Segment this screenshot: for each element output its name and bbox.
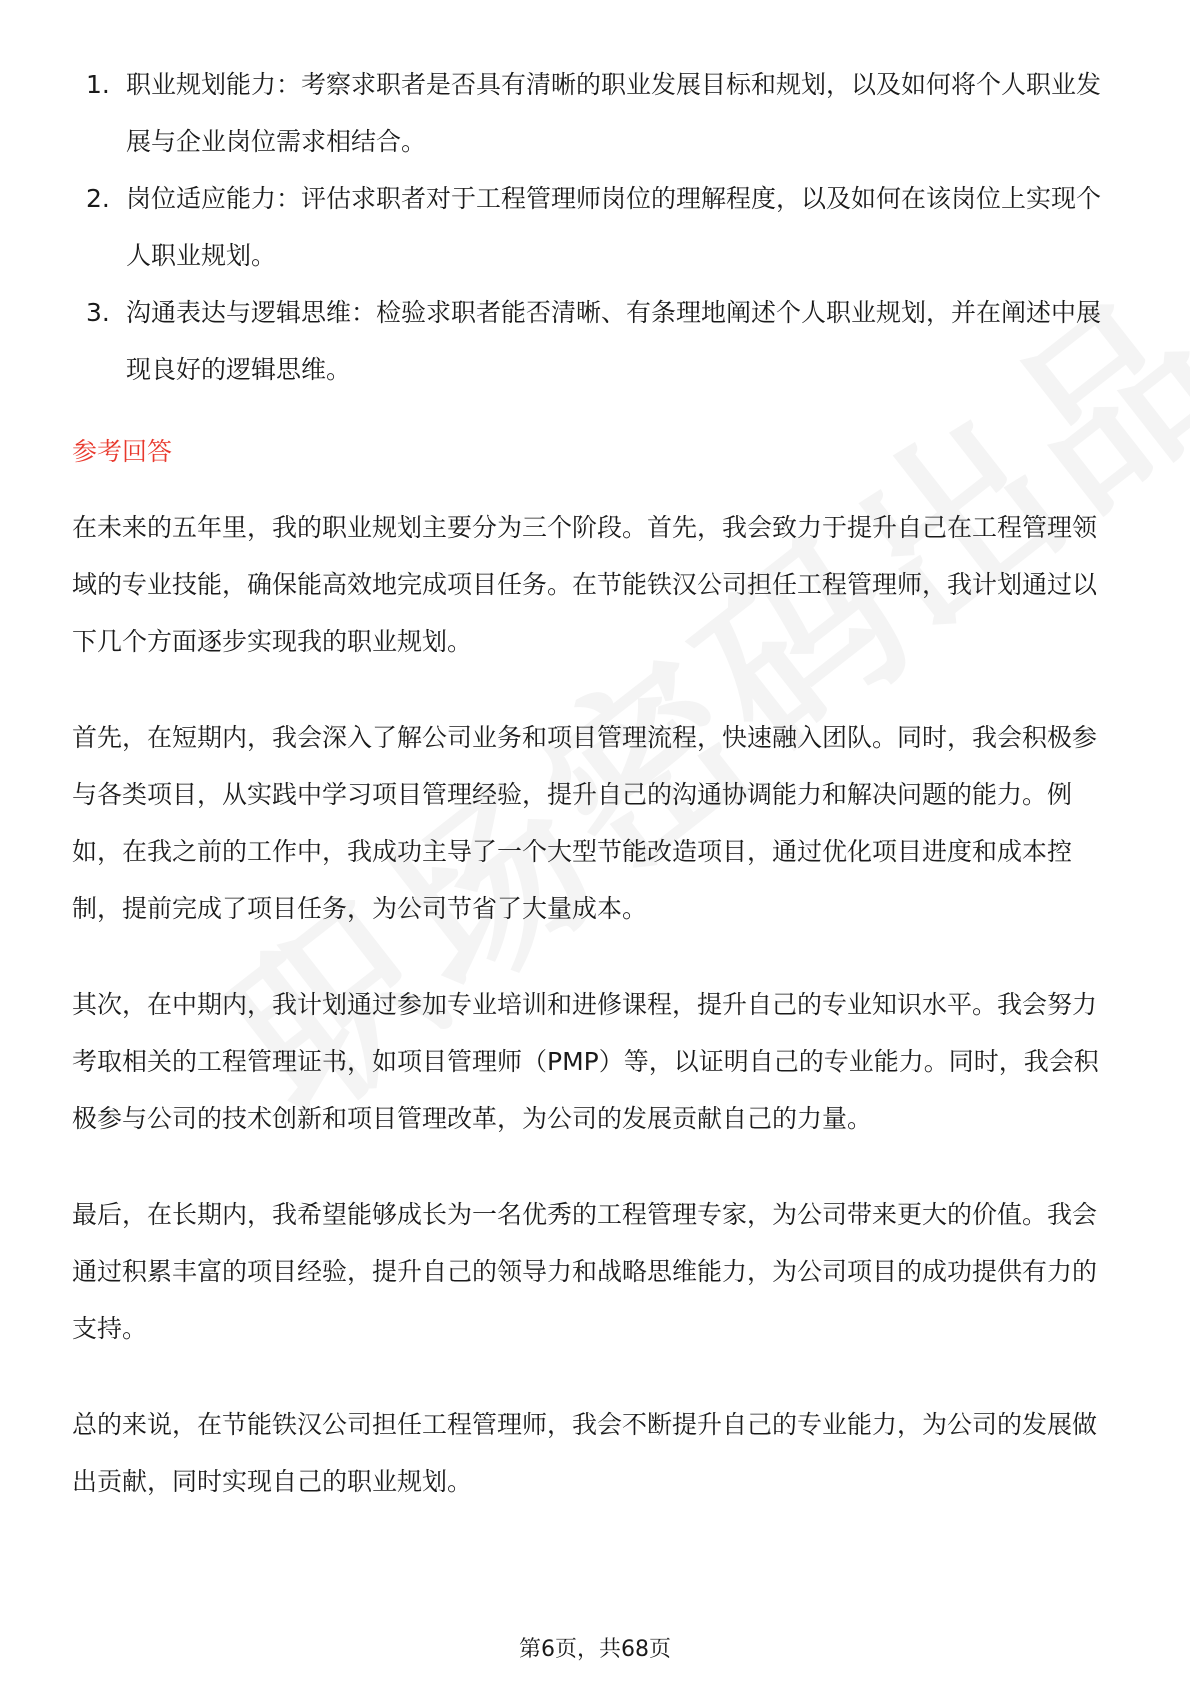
list-number: 2. bbox=[86, 184, 110, 213]
list-item bbox=[72, 170, 1118, 284]
list-number: 3. bbox=[86, 298, 110, 327]
section-title: 参考回答 bbox=[72, 437, 173, 466]
list-item-text: 职业规划能力：考察求职者是否具有清晰的职业发展目标和规划，以及如何将个人职业发展与企业岗位需求相结合。 bbox=[126, 70, 1102, 156]
page-content bbox=[72, 56, 1118, 1549]
answer-paragraph: 其次，在中期内，我计划通过参加专业培训和进修课程，提升自己的专业知识水平。我会努力考取相关的工程管理证书，如项目管理师（PMP）等，以证明自己的专业能力。同时，我会积极参与公司的技术创新和项目管理改革，为公司的发展贡献自己的力量。 bbox=[72, 990, 1099, 1133]
evaluation-criteria-list bbox=[72, 56, 1118, 398]
answer-paragraph: 在未来的五年里，我的职业规划主要分为三个阶段。首先，我会致力于提升自己在工程管理领域的专业技能，确保能高效地完成项目任务。在节能铁汉公司担任工程管理师，我计划通过以下几个方面逐步实现我的职业规划。 bbox=[72, 513, 1098, 656]
list-item bbox=[72, 284, 1118, 398]
answer-paragraph: 最后，在长期内，我希望能够成长为一名优秀的工程管理专家，为公司带来更大的价值。我会通过积累丰富的项目经验，提升自己的领导力和战略思维能力，为公司项目的成功提供有力的支持。 bbox=[72, 1200, 1098, 1343]
page-number: 第6页，共68页 bbox=[519, 1637, 671, 1662]
list-item-text: 岗位适应能力：评估求职者对于工程管理师岗位的理解程度，以及如何在该岗位上实现个人职业规划。 bbox=[126, 184, 1102, 270]
answer-paragraph: 首先，在短期内，我会深入了解公司业务和项目管理流程，快速融入团队。同时，我会积极参与各类项目，从实践中学习项目管理经验，提升自己的沟通协调能力和解决问题的能力。例如，在我之前的工作中，我成功主导了一个大型节能改造项目，通过优化项目进度和成本控制，提前完成了项目任务，为公司节省了大量成本。 bbox=[72, 723, 1098, 923]
answer-paragraph: 总的来说，在节能铁汉公司担任工程管理师，我会不断提升自己的专业能力，为公司的发展做出贡献，同时实现自己的职业规划。 bbox=[72, 1410, 1098, 1496]
list-item-text: 沟通表达与逻辑思维：检验求职者能否清晰、有条理地阐述个人职业规划，并在阐述中展现良好的逻辑思维。 bbox=[126, 298, 1102, 384]
list-number: 1. bbox=[86, 70, 110, 99]
list-item bbox=[72, 56, 1118, 170]
